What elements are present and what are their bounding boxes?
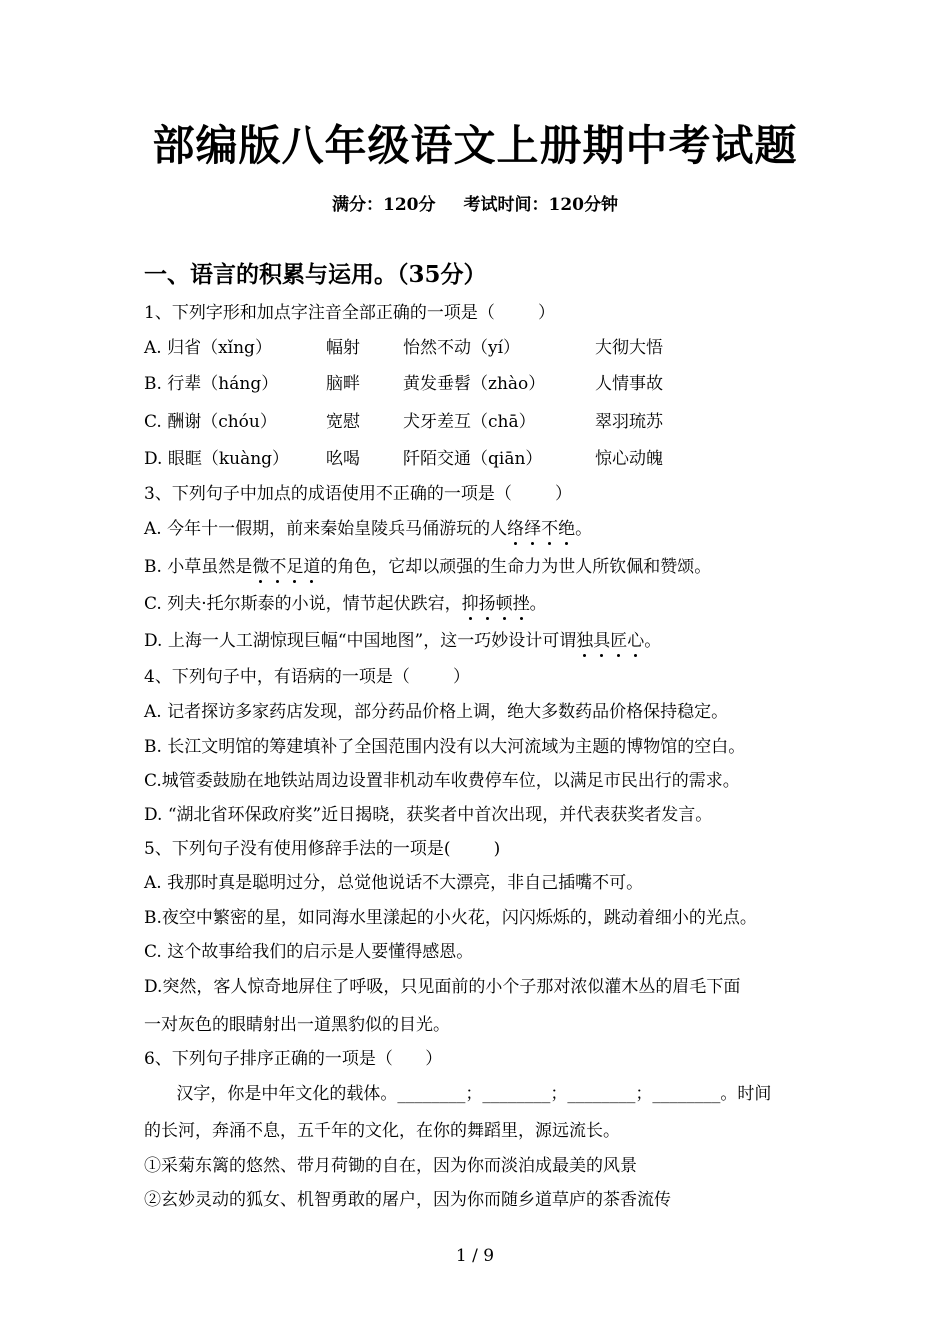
q5-option-c: C. 这个故事给我们的启示是人要懂得感恩。 [144,942,474,962]
q5-option-a: A. 我那时真是聪明过分，总觉他说话不大漂亮，非自己插嘴不可。 [144,873,644,893]
q5-stem: 5、下列句子没有使用修辞手法的一项是( ) [144,839,501,859]
q3-c-end: 。 [529,594,547,614]
q3-option-c [144,591,547,617]
exam-meta [0,193,950,217]
q3-d-text: D. 上海一人工湖惊现巨幅“中国地图”，这一巧妙设计可谓 [144,631,577,651]
q1-option-b [144,371,844,397]
q4-stem: 4、下列句子中，有语病的一项是（ ） [144,667,471,687]
q3-option-b [144,554,711,580]
q3-b-idiom [252,557,320,577]
q1-b-col1: B. 行辈（háng） [144,374,279,394]
q1-option-c [144,409,844,435]
q1-b-col3: 黄发垂髫（zhào） [403,374,546,394]
q6-item-2: ②玄妙灵动的狐女、机智勇敢的屠户，因为你而随乡道草庐的茶香流传 [144,1190,671,1210]
q1-c-col3: 犬牙差互（chā） [403,412,536,432]
q3-a-end: 。 [575,519,593,539]
q6-item-1: ①采菊东篱的悠然、带月荷锄的自在，因为你而淡泊成最美的风景 [144,1156,637,1176]
dotted-char: 微 [252,557,270,577]
full-score: 满分：120分 [332,195,436,215]
dotted-char: 匠 [610,631,628,651]
exam-time: 考试时间：120分钟 [463,195,618,215]
dotted-char: 抑 [461,594,479,614]
q6-passage-line1: 汉字，你是中年文化的载体。________；________；________；________。时间 [144,1084,772,1104]
q1-d-col1: D. 眼眶（kuàng） [144,449,290,469]
q3-option-d [144,628,661,654]
q4-option-b: B. 长江文明馆的筹建填补了全国范围内没有以大河流域为主题的博物馆的空白。 [144,737,746,757]
q5-option-b: B.夜空中繁密的星，如同海水里漾起的小火花，闪闪烁烁的，跳动着细小的光点。 [144,908,757,928]
q3-c-idiom [462,594,530,614]
dotted-char: 具 [593,631,611,651]
q3-d-idiom [576,631,644,651]
q3-d-end: 。 [644,631,662,651]
q3-stem: 3、下列句子中加点的成语使用不正确的一项是（ ） [144,484,573,504]
dotted-char: 绝 [558,519,576,539]
q1-c-col2: 宽慰 [326,412,360,432]
q1-option-a [144,335,844,361]
q1-c-col4: 翠羽琉苏 [595,412,663,432]
q1-option-d [144,446,844,472]
q3-c-text: C. 列夫·托尔斯泰的小说，情节起伏跌宕， [144,594,462,614]
q6-passage-line2: 的长河，奔涌不息，五千年的文化，在你的舞蹈里，源远流长。 [144,1121,620,1141]
q5-option-d: D.突然，客人惊奇地屏住了呼吸，只见面前的小个子那对浓似灌木丛的眉毛下面 [144,977,741,997]
q1-a-col4: 大彻大悟 [595,338,663,358]
q1-a-col1: A. 归省（xǐng） [144,338,272,358]
q1-a-col3: 怡然不动（yí） [403,338,521,358]
q3-a-idiom [507,519,575,539]
q3-a-text: A. 今年十一假期，前来秦始皇陵兵马俑游玩的人 [144,519,508,539]
section-heading: 一、语言的积累与运用。（35分） [144,261,487,288]
q5-option-d-cont: 一对灰色的眼睛射出一道黑豹似的目光。 [144,1015,450,1035]
q3-b-text: B. 小草虽然是 [144,557,253,577]
q1-stem: 1、下列字形和加点字注音全部正确的一项是（ ） [144,303,556,323]
q6-stem: 6、下列句子排序正确的一项是（ ） [144,1049,443,1069]
page-number: 1 / 9 [455,1246,495,1266]
dotted-char: 扬 [478,594,496,614]
q1-a-col2: 幅射 [326,338,360,358]
dotted-char: 络 [507,519,525,539]
dotted-char: 独 [576,631,594,651]
q3-b-end: 的角色，它却以顽强的生命力为世人所钦佩和赞颂。 [320,557,712,577]
q1-c-col1: C. 酬谢（chóu） [144,412,277,432]
dotted-char: 道 [303,557,321,577]
dotted-char: 足 [286,557,304,577]
dotted-char: 挫 [512,594,530,614]
q4-option-a: A. 记者探访多家药店发现，部分药品价格上调，绝大多数药品价格保持稳定。 [144,702,729,722]
q1-d-col2: 吆喝 [326,449,360,469]
dotted-char: 顿 [495,594,513,614]
q1-d-col3: 阡陌交通（qiān） [403,449,543,469]
q1-b-col4: 人情事故 [595,374,663,394]
dotted-char: 不 [541,519,559,539]
q1-d-col4: 惊心动魄 [595,449,663,469]
q4-option-c: C.城管委鼓励在地铁站周边设置非机动车收费停车位，以满足市民出行的需求。 [144,771,740,791]
dotted-char: 绎 [524,519,542,539]
page-title: 部编版八年级语文上册期中考试题 [152,121,798,170]
dotted-char: 不 [269,557,287,577]
q1-b-col2: 脑畔 [326,374,360,394]
dotted-char: 心 [627,631,645,651]
q4-option-d: D. “湖北省环保政府奖”近日揭晓，获奖者中首次出现，并代表获奖者发言。 [144,805,713,825]
q3-option-a [144,516,592,542]
